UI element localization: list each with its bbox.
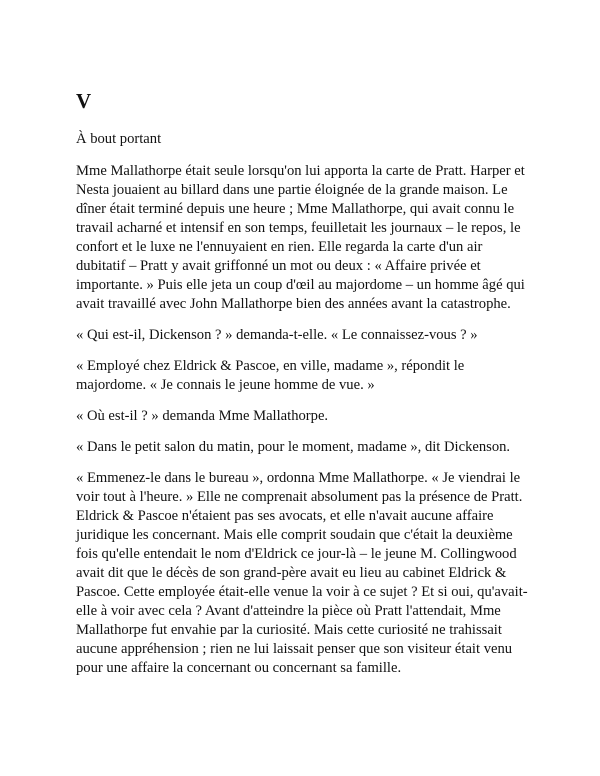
- paragraph: « Emmenez-le dans le bureau », ordonna Mme Mallathorpe. « Je viendrai le voir tout à l'heure. » Elle ne comprenait absolument pas la présence de Pratt. Eldrick & Pascoe n'étaient pas ses avocats, et elle n'avait aucune affaire juridique les concernant. Mais elle comprit soudain que c'était la deuxième fois qu'elle entendait le nom d'Eldrick ce jour-là – le jeune M. Collingwood avait dit que le décès de son grand-père avait eu lieu au cabinet Eldrick & Pascoe. Cette employée était-elle venue la voir à ce sujet ? Et si oui, qu'avait-elle à voir avec cela ? Avant d'atteindre la pièce où Pratt l'attendait, Mme Mallathorpe fut envahie par la curiosité. Mais cette curiosité ne trahissait aucune appréhension ; rien ne lui laissait penser que son visiteur était venu pour une affaire la concernant ou concernant sa famille.: [76, 470, 528, 676]
- document-page: [76, 88, 528, 690]
- paragraph: « Où est-il ? » demanda Mme Mallathorpe.: [76, 408, 329, 424]
- paragraph: « Employé chez Eldrick & Pascoe, en ville, madame », répondit le majordome. « Je connais le jeune homme de vue. »: [76, 358, 465, 393]
- chapter-title: À bout portant: [76, 131, 162, 147]
- paragraph: « Qui est-il, Dickenson ? » demanda-t-elle. « Le connaissez-vous ? »: [76, 327, 478, 343]
- chapter-number: V: [76, 89, 92, 113]
- paragraph: « Dans le petit salon du matin, pour le moment, madame », dit Dickenson.: [76, 439, 511, 455]
- paragraph: Mme Mallathorpe était seule lorsqu'on lui apporta la carte de Pratt. Harper et Nesta jouaient au billard dans une partie éloignée de la grande maison. Le dîner était terminé depuis une heure ; Mme Mallathorpe, qui avait connu le travail acharné et intensif en son temps, feuilletait les journaux – le repos, le confort et le luxe ne l'ennuyaient en rien. Elle regarda la carte d'un air dubitatif – Pratt y avait griffonné un mot ou deux : « Affaire privée et importante. » Puis elle jeta un coup d'œil au majordome – un homme âgé qui avait travaillé avec John Mallathorpe bien des années avant la catastrophe.: [76, 163, 525, 312]
